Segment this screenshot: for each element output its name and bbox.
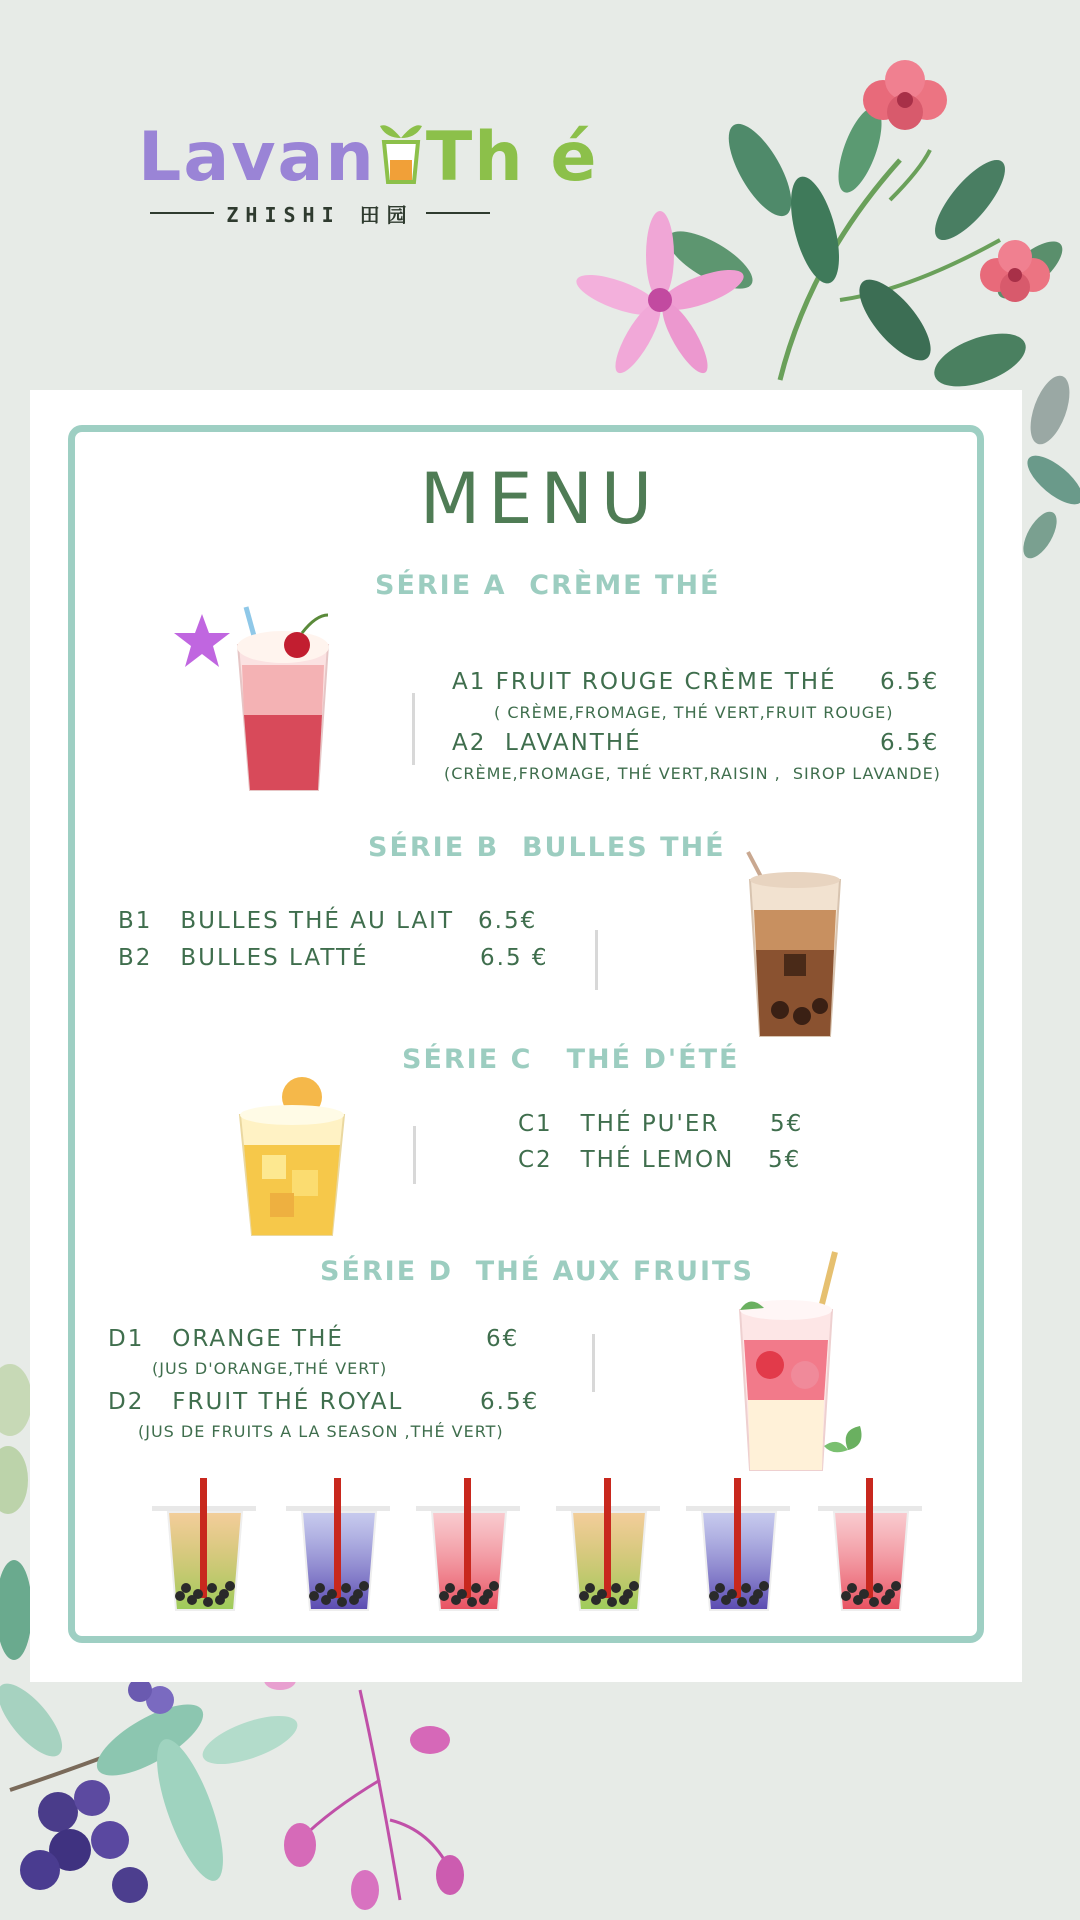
bubble-tea-cup-image: [816, 1476, 926, 1616]
bubble-tea-cup-image: [414, 1476, 524, 1616]
lemon-tea-image: [232, 1075, 352, 1240]
item-d1-name: D1 ORANGE THÉ: [108, 1326, 344, 1352]
brand-name-right: Th é: [425, 118, 599, 197]
bubble-tea-cup-image: [150, 1476, 260, 1616]
divider: [413, 1126, 416, 1184]
brand-logo: [138, 118, 598, 203]
item-b2-name: B2 BULLES LATTÉ: [118, 945, 369, 971]
bubble-tea-cup-image: [554, 1476, 664, 1616]
item-d2-desc: (JUS DE FRUITS A LA SEASON ,THÉ VERT): [138, 1422, 504, 1441]
menu-title: MENU: [419, 458, 661, 540]
cup-leaf-icon: [378, 120, 424, 203]
item-b1-name: B1 BULLES THÉ AU LAIT: [118, 908, 455, 934]
item-d1-price: 6€: [486, 1326, 520, 1352]
item-a1-price: 6.5€: [880, 669, 940, 695]
item-a1-name: A1 FRUIT ROUGE CRÈME THÉ: [452, 669, 837, 695]
star-icon: [172, 612, 232, 670]
item-c2-name: C2 THÉ LEMON: [518, 1147, 735, 1173]
divider: [595, 930, 598, 990]
item-a2-desc: (CRÈME,FROMAGE, THÉ VERT,RAISIN , SIROP LAVANDE): [444, 764, 941, 783]
bubble-tea-cup-image: [684, 1476, 794, 1616]
divider: [412, 693, 415, 765]
item-c1-price: 5€: [770, 1111, 804, 1137]
series-a-header: SÉRIE A CRÈME THÉ: [375, 570, 721, 601]
brand-subtitle-text: ZHISHI 田园: [226, 202, 414, 227]
series-d-header: SÉRIE D THÉ AUX FRUITS: [320, 1256, 754, 1287]
series-c-header: SÉRIE C THÉ D'ÉTÉ: [402, 1044, 740, 1075]
brand-subtitle: [150, 200, 490, 226]
item-a2-price: 6.5€: [880, 730, 940, 756]
bubble-milk-tea-image: [740, 850, 850, 1040]
bubble-tea-cup-image: [284, 1476, 394, 1616]
series-b-header: SÉRIE B BULLES THÉ: [368, 832, 726, 863]
item-c2-price: 5€: [768, 1147, 802, 1173]
brand-name-left: Lavan: [138, 118, 376, 197]
item-b2-price: 6.5 €: [480, 945, 549, 971]
item-b1-price: 6.5€: [478, 908, 538, 934]
divider: [592, 1334, 595, 1392]
item-a1-desc: ( CRÈME,FROMAGE, THÉ VERT,FRUIT ROUGE): [494, 703, 894, 722]
item-d2-price: 6.5€: [480, 1389, 540, 1415]
item-d1-desc: (JUS D'ORANGE,THÉ VERT): [152, 1359, 388, 1378]
flower-decoration: [560, 60, 1080, 420]
item-a2-name: A2 LAVANTHÉ: [452, 730, 642, 756]
berry-branch-decoration: [0, 1660, 470, 1920]
fruit-tea-image: [720, 1250, 870, 1480]
item-c1-name: C1 THÉ PU'ER: [518, 1111, 720, 1137]
item-d2-name: D2 FRUIT THÉ ROYAL: [108, 1389, 404, 1415]
strawberry-drink-image: [232, 605, 342, 795]
